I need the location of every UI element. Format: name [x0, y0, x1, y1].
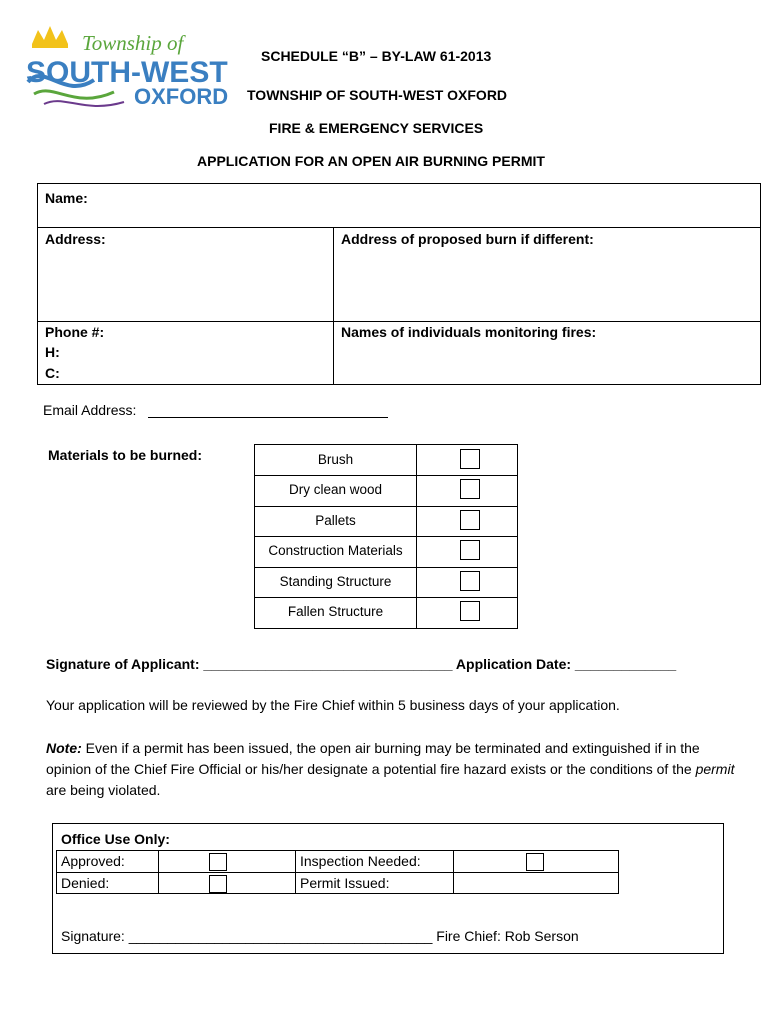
- inspection-needed-checkbox[interactable]: [526, 853, 544, 871]
- material-row: [255, 597, 517, 627]
- schedule-heading: SCHEDULE “B” – BY-LAW 61-2013: [261, 48, 492, 64]
- material-row: [255, 536, 517, 566]
- phone-home-field[interactable]: H:: [45, 344, 60, 360]
- name-field[interactable]: Name:: [45, 190, 88, 206]
- review-notice: Your application will be reviewed by the Fire Chief within 5 business days of your application.: [46, 697, 620, 713]
- phone-cell-field[interactable]: C:: [45, 365, 60, 381]
- office-signature-row: [61, 928, 579, 944]
- denied-label: Denied:: [61, 875, 110, 891]
- logo-line1: Township of: [82, 31, 184, 55]
- approved-checkbox[interactable]: [209, 853, 227, 871]
- material-checkbox-brush[interactable]: [460, 449, 480, 469]
- township-heading: TOWNSHIP OF SOUTH-WEST OXFORD: [247, 87, 508, 103]
- application-date-label: Application Date:: [455, 656, 572, 672]
- email-label: Email Address:: [43, 402, 137, 418]
- material-checkbox-standing-structure[interactable]: [460, 571, 480, 591]
- material-checkbox-construction-materials[interactable]: [460, 540, 480, 560]
- material-row: [255, 475, 517, 505]
- material-row: [255, 567, 517, 597]
- note-label: Note:: [46, 740, 82, 756]
- fire-chief-name: Fire Chief: Rob Serson: [436, 928, 579, 944]
- material-name: Pallets: [315, 513, 356, 528]
- monitors-field[interactable]: Names of individuals monitoring fires:: [341, 324, 597, 340]
- office-use-title: Office Use Only:: [61, 831, 170, 847]
- office-signature-input[interactable]: Signature: _______________________________________: [61, 928, 433, 944]
- office-use-box: [52, 823, 724, 954]
- department-heading: FIRE & EMERGENCY SERVICES: [269, 120, 484, 136]
- note-paragraph: [46, 738, 746, 801]
- logo-line2: SOUTH-WEST: [26, 56, 228, 89]
- office-use-table: [56, 850, 619, 894]
- application-date-input[interactable]: _____________: [574, 656, 677, 672]
- material-name: Brush: [317, 452, 354, 467]
- phone-field[interactable]: Phone #:: [45, 324, 105, 340]
- approved-label: Approved:: [61, 853, 125, 869]
- material-checkbox-fallen-structure[interactable]: [460, 601, 480, 621]
- inspection-needed-label: Inspection Needed:: [300, 853, 421, 869]
- address-field[interactable]: Address:: [45, 231, 106, 247]
- township-logo: [24, 22, 230, 114]
- crown-icon: [32, 26, 68, 48]
- applicant-signature-label: Signature of Applicant:: [46, 656, 200, 672]
- denied-checkbox[interactable]: [209, 875, 227, 893]
- permit-issued-label: Permit Issued:: [300, 875, 390, 891]
- material-name: Construction Materials: [268, 543, 403, 558]
- material-name: Standing Structure: [279, 574, 392, 589]
- material-name: Dry clean wood: [288, 482, 383, 497]
- materials-table: [254, 444, 518, 629]
- material-checkbox-dry-clean-wood[interactable]: [460, 479, 480, 499]
- applicant-signature-input[interactable]: ________________________________: [203, 656, 453, 672]
- materials-label: Materials to be burned:: [48, 447, 203, 463]
- material-row: [255, 445, 517, 475]
- signature-row: [46, 656, 676, 672]
- note-emphasis: permit: [695, 761, 735, 777]
- form-title: APPLICATION FOR AN OPEN AIR BURNING PERMIT: [197, 153, 545, 169]
- note-text-2: are being violated.: [46, 782, 161, 798]
- burn-address-field[interactable]: Address of proposed burn if different:: [341, 231, 594, 247]
- email-input[interactable]: [148, 417, 388, 418]
- material-checkbox-pallets[interactable]: [460, 510, 480, 530]
- material-name: Fallen Structure: [287, 604, 384, 619]
- logo-line3: OXFORD: [134, 84, 229, 109]
- applicant-info-table: [37, 183, 761, 385]
- material-row: [255, 506, 517, 536]
- note-text-1: Even if a permit has been issued, the open air burning may be terminated and extinguished if in the opinion of the Chief Fire Official or his/her designate a potential fire hazard exists or the conditions of the: [46, 740, 700, 777]
